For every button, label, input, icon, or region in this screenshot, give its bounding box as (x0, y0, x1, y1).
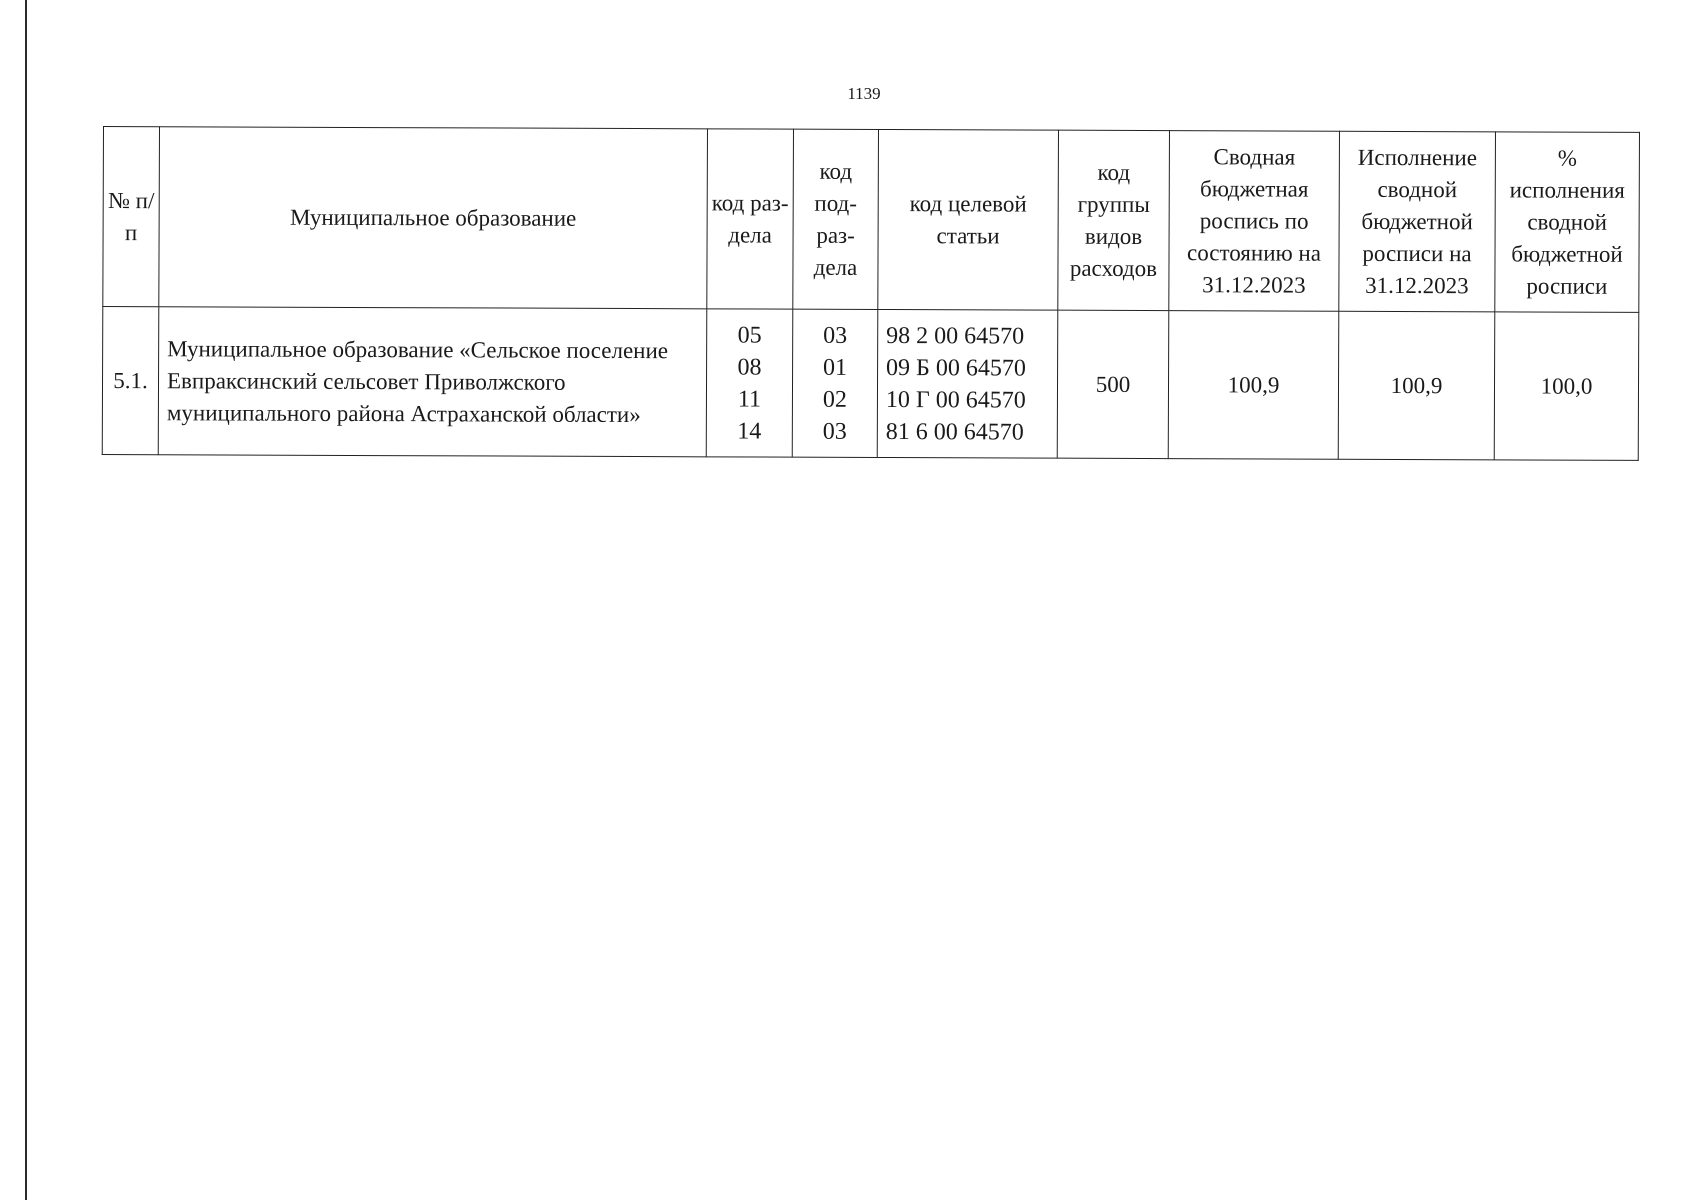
subsection-code: 03 (822, 418, 847, 445)
target-code: 81 6 00 64570 (885, 418, 1024, 446)
target-code: 09 Б 00 64570 (886, 354, 1026, 382)
row-subsection-codes (792, 309, 878, 457)
scan-edge-line (25, 0, 27, 1200)
header-municipality: Муниципальное образование (159, 127, 708, 309)
budget-execution-table (102, 126, 1640, 461)
header-num: № п/п (103, 127, 160, 307)
row-percent: 100,0 (1494, 312, 1639, 461)
header-execution: Исполнение сводной бюджетной росписи на 31.12.2023 (1339, 131, 1496, 312)
subsection-code: 02 (822, 386, 848, 413)
header-expense-group-code: код группы видов расходов (1058, 130, 1170, 310)
row-num: 5.1. (102, 307, 159, 455)
header-section-code: код раз-дела (707, 129, 794, 309)
page-number: 1139 (847, 84, 881, 103)
row-execution: 100,9 (1338, 311, 1495, 460)
section-code: 05 (737, 321, 762, 349)
subsection-code: 03 (823, 322, 848, 349)
header-percent: % исполнения сводной бюджетной росписи (1495, 132, 1640, 313)
header-row (103, 127, 1640, 313)
header-target-code: код целевой статьи (878, 129, 1059, 310)
header-subsection-code: код под-раз-дела (793, 129, 879, 309)
table-row (102, 307, 1639, 461)
row-municipality: Муниципальное образование «Сельское поселение Евпраксинский сельсовет Приволжского муниципального района Астраханской области» (158, 307, 707, 457)
section-code: 11 (737, 385, 762, 413)
subsection-code: 01 (823, 354, 848, 381)
row-section-codes (706, 309, 793, 457)
row-target-codes (877, 309, 1058, 458)
section-code: 14 (737, 417, 762, 445)
header-budget-list: Сводная бюджетная роспись по состоянию на 31.12.2023 (1169, 131, 1340, 312)
row-budget-list: 100,9 (1168, 311, 1339, 460)
target-code: 98 2 00 64570 (886, 322, 1025, 350)
section-code: 08 (737, 353, 762, 381)
row-expense-group-code: 500 (1057, 310, 1169, 458)
target-code: 10 Г 00 64570 (885, 386, 1026, 414)
